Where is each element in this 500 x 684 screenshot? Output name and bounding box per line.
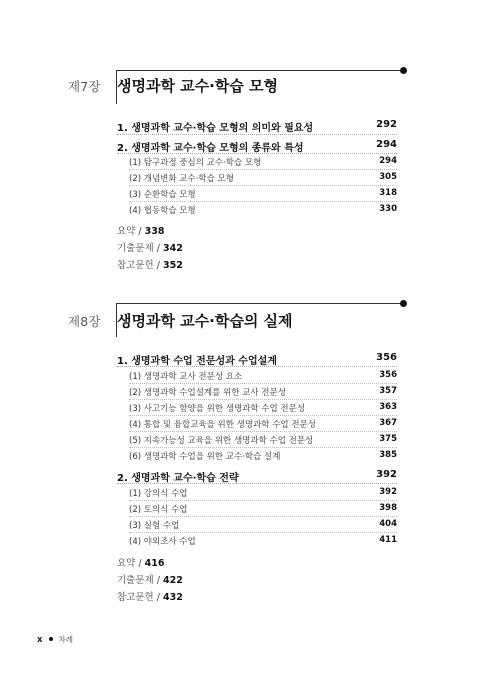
toc-extra-label: 요약 bbox=[117, 558, 136, 569]
dotted-divider bbox=[129, 500, 397, 501]
toc-subsection-page: 411 bbox=[379, 535, 397, 545]
chapter-8-rule bbox=[116, 303, 402, 304]
toc-section[interactable] bbox=[117, 139, 397, 154]
toc-subsection-label: (1) 생명과학 교사 전문성 요소 bbox=[129, 372, 243, 382]
toc-section-label: 1. 생명과학 수업 전문성과 수업설계 bbox=[117, 356, 277, 367]
chapter-8-dot bbox=[400, 300, 407, 307]
toc-subsection-page: 330 bbox=[379, 204, 397, 214]
dotted-divider bbox=[129, 431, 397, 432]
toc-section-page: 356 bbox=[376, 352, 397, 363]
toc-extra[interactable]: 요약 / 338 bbox=[117, 226, 165, 237]
page-footer bbox=[37, 634, 73, 645]
toc-subsection[interactable] bbox=[129, 434, 397, 446]
toc-extra-label: 요약 bbox=[117, 226, 136, 237]
toc-subsection-label: (4) 야외조사 수업 bbox=[129, 537, 196, 547]
toc-subsection[interactable] bbox=[129, 172, 397, 184]
toc-subsection-page: 367 bbox=[379, 418, 397, 428]
chapter-8-title: 생명과학 교수·학습의 실제 bbox=[117, 312, 293, 330]
toc-section-page: 392 bbox=[376, 469, 397, 480]
toc-extra-label: 기출문제 bbox=[117, 243, 154, 254]
toc-subsection-label: (2) 생명과학 수업설계를 위한 교사 전문성 bbox=[129, 388, 286, 398]
toc-subsection[interactable] bbox=[129, 386, 397, 398]
toc-subsection-page: 398 bbox=[379, 503, 397, 513]
chapter-7-dot bbox=[400, 67, 407, 74]
toc-subsection[interactable] bbox=[129, 156, 397, 168]
chapter-7-number: 제7장 bbox=[68, 79, 101, 94]
toc-subsection[interactable] bbox=[129, 402, 397, 414]
toc-subsection-page: 318 bbox=[379, 188, 397, 198]
toc-subsection[interactable] bbox=[129, 487, 397, 499]
toc-section-label: 2. 생명과학 교수·학습 모형의 종류와 특성 bbox=[117, 143, 304, 154]
toc-extra-page: 342 bbox=[162, 243, 183, 254]
toc-extra[interactable]: 참고문헌 / 352 bbox=[117, 260, 183, 271]
toc-subsection-label: (3) 실험 수업 bbox=[129, 521, 180, 531]
toc-subsection-label: (6) 생명과학 수업을 위한 교수·학습 설계 bbox=[129, 452, 281, 462]
toc-subsection[interactable] bbox=[129, 418, 397, 430]
toc-extra-page: 352 bbox=[162, 260, 183, 271]
toc-subsection-label: (2) 토의식 수업 bbox=[129, 505, 188, 515]
dotted-divider bbox=[129, 415, 397, 416]
toc-subsection-page: 392 bbox=[379, 487, 397, 497]
toc-subsection-page: 385 bbox=[379, 450, 397, 460]
toc-extra[interactable]: 기출문제 / 422 bbox=[117, 575, 183, 586]
toc-subsection-label: (3) 사고기능 함양을 위한 생명과학 수업 전문성 bbox=[129, 404, 306, 414]
toc-subsection-page: 404 bbox=[379, 519, 397, 529]
dotted-divider bbox=[129, 447, 397, 448]
dotted-divider bbox=[117, 134, 397, 135]
toc-extra[interactable]: 참고문헌 / 432 bbox=[117, 592, 183, 603]
dotted-divider bbox=[129, 399, 397, 400]
toc-extra-page: 422 bbox=[162, 575, 183, 586]
bullet-icon bbox=[49, 637, 53, 641]
dotted-divider bbox=[129, 201, 397, 202]
toc-section[interactable] bbox=[117, 352, 397, 367]
page-number: x bbox=[37, 635, 43, 645]
toc-extra[interactable]: 요약 / 416 bbox=[117, 558, 165, 569]
toc-subsection-page: 356 bbox=[379, 370, 397, 380]
toc-subsection-page: 305 bbox=[379, 172, 397, 182]
dotted-divider bbox=[117, 483, 397, 484]
toc-subsection-label: (2) 개념변화 교수·학습 모형 bbox=[129, 174, 234, 184]
toc-section[interactable] bbox=[117, 469, 397, 484]
toc-extra-label: 참고문헌 bbox=[117, 260, 154, 271]
toc-subsection-label: (4) 협동학습 모형 bbox=[129, 206, 196, 216]
toc-section-page: 292 bbox=[376, 119, 397, 130]
dotted-divider bbox=[117, 153, 397, 154]
toc-subsection[interactable] bbox=[129, 519, 397, 531]
toc-subsection-label: (3) 순환학습 모형 bbox=[129, 190, 196, 200]
toc-section-label: 1. 생명과학 교수·학습 모형의 의미와 필요성 bbox=[117, 123, 314, 134]
toc-subsection[interactable] bbox=[129, 450, 397, 462]
toc-section-page: 294 bbox=[376, 139, 397, 150]
chapter-7-title: 생명과학 교수·학습 모형 bbox=[117, 77, 279, 95]
toc-subsection[interactable] bbox=[129, 204, 397, 216]
toc-subsection-label: (1) 탐구과정 중심의 교수·학습 모형 bbox=[129, 158, 262, 168]
dotted-divider bbox=[117, 366, 397, 367]
toc-section[interactable] bbox=[117, 119, 397, 134]
dotted-divider bbox=[129, 169, 397, 170]
toc-subsection-label: (5) 지속가능성 교육을 위한 생명과학 수업 전문성 bbox=[129, 436, 314, 446]
toc-subsection-page: 357 bbox=[379, 386, 397, 396]
toc-subsection-label: (4) 통합 및 융합교육을 위한 생명과학 수업 전문성 bbox=[129, 420, 316, 430]
dotted-divider bbox=[129, 185, 397, 186]
toc-extra[interactable]: 기출문제 / 342 bbox=[117, 243, 183, 254]
toc-extra-page: 432 bbox=[162, 592, 183, 603]
toc-extra-page: 416 bbox=[144, 558, 165, 569]
toc-subsection[interactable] bbox=[129, 535, 397, 547]
toc-extra-label: 기출문제 bbox=[117, 575, 154, 586]
toc-subsection-label: (1) 강의식 수업 bbox=[129, 489, 188, 499]
chapter-8-number: 제8장 bbox=[68, 314, 101, 329]
toc-subsection-page: 294 bbox=[379, 156, 397, 166]
dotted-divider bbox=[129, 516, 397, 517]
dotted-divider bbox=[129, 532, 397, 533]
toc-extra-label: 참고문헌 bbox=[117, 592, 154, 603]
toc-extra-page: 338 bbox=[144, 226, 165, 237]
toc-section-label: 2. 생명과학 교수·학습 전략 bbox=[117, 473, 239, 484]
toc-subsection-page: 363 bbox=[379, 402, 397, 412]
toc-subsection[interactable] bbox=[129, 370, 397, 382]
footer-label: 차례 bbox=[58, 635, 73, 644]
dotted-divider bbox=[129, 383, 397, 384]
chapter-7-rule bbox=[116, 70, 402, 71]
toc-subsection[interactable] bbox=[129, 188, 397, 200]
toc-subsection[interactable] bbox=[129, 503, 397, 515]
toc-subsection-page: 375 bbox=[379, 434, 397, 444]
